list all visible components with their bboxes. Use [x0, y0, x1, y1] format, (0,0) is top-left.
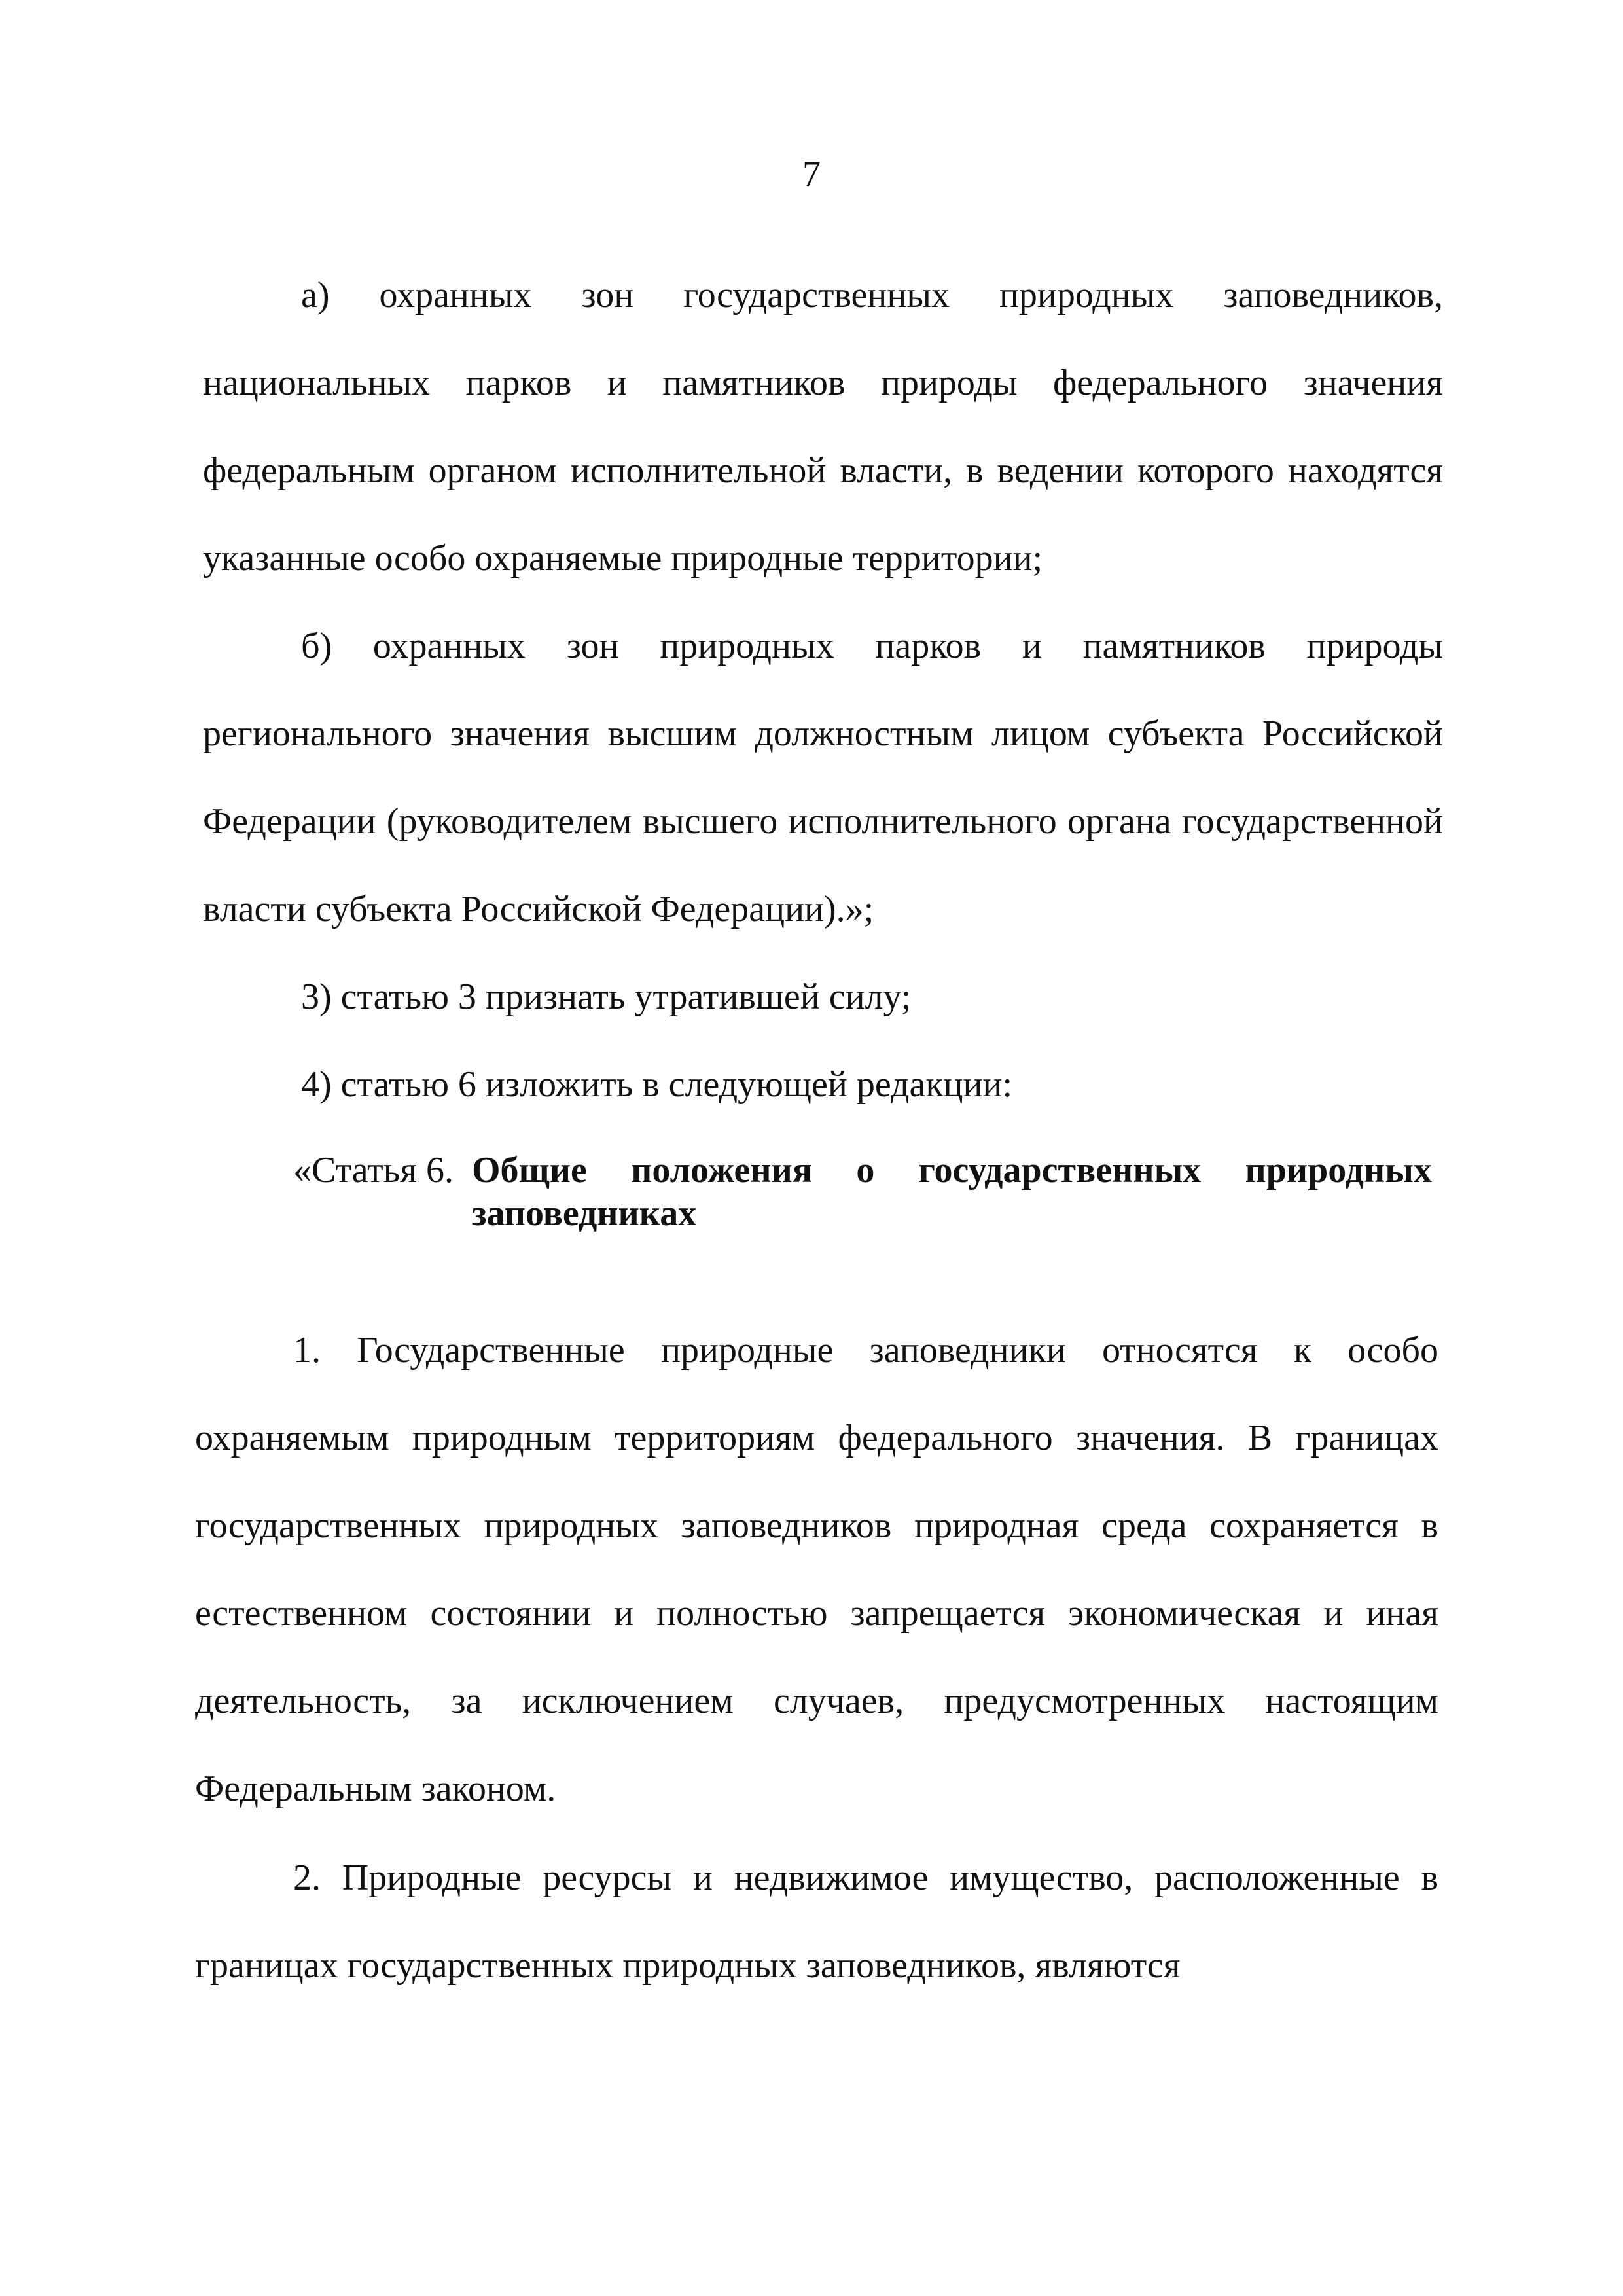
article-title: Общие положения о государственных природных заповедниках — [471, 1150, 1432, 1234]
paragraph-item-3: 3) статью 3 признать утратившей силу; — [301, 977, 912, 1017]
article-label: «Статья 6. — [293, 1150, 454, 1191]
article-paragraph-2: 2. Природные ресурсы и недвижимое имущество, расположенные в границах государственных природных заповедников, являются — [195, 1857, 1438, 1986]
article-paragraph-1: 1. Государственные природные заповедники относятся к особо охраняемым природным территориям федерального значения. В границах государственных природных заповедников природная среда сохраняется в естественном состоянии и полностью запрещается экономическая и иная деятельность, за исключением случаев, предусмотренных настоящим Федеральным законом. — [195, 1330, 1438, 1809]
paragraph-item-4: 4) статью 6 изложить в следующей редакции: — [301, 1064, 1012, 1105]
paragraph-b: б) охранных зон природных парков и памятников природы регионального значения высшим должностным лицом субъекта Российской Федерации (руководителем высшего исполнительного органа государственной власти субъекта Российской Федерации).»; — [203, 626, 1443, 929]
page-number: 7 — [802, 154, 821, 194]
article-heading — [293, 1149, 1432, 1235]
paragraph-a: а) охранных зон государственных природных заповедников, национальных парков и памятников природы федерального значения федеральным органом исполнительной власти, в ведении которого находятся указанные особо охраняемые природные территории; — [203, 275, 1443, 579]
